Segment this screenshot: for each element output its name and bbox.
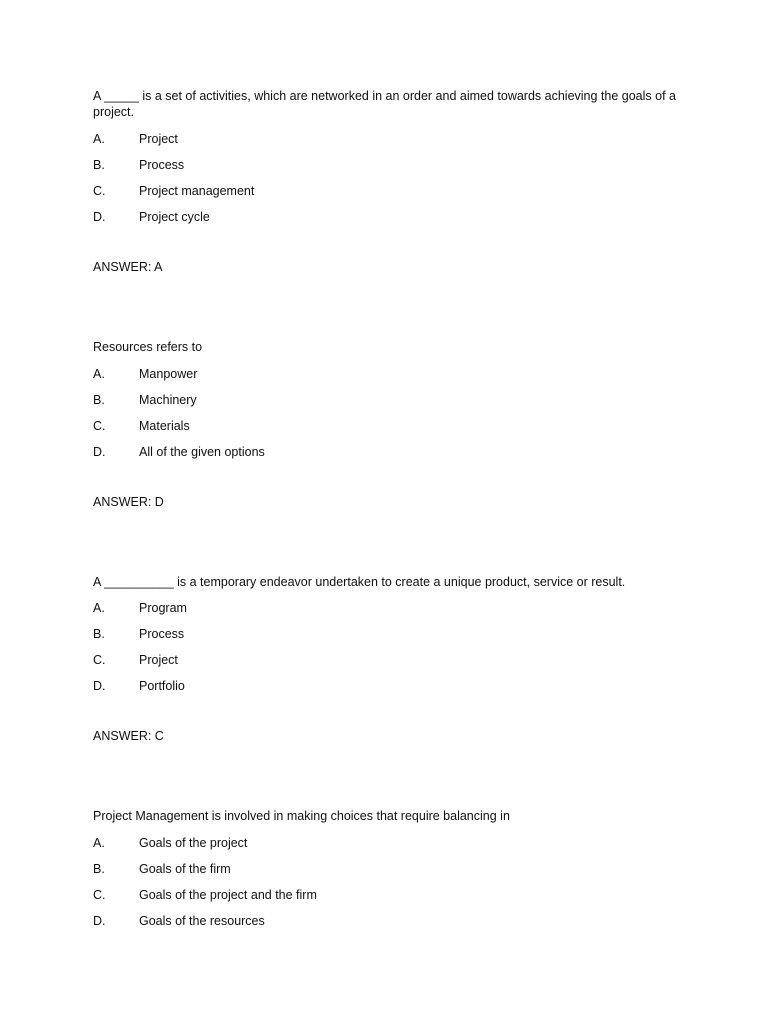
option-letter: C.	[93, 184, 106, 198]
question-text: Project Management is involved in making choices that require balancing in	[93, 809, 510, 823]
option-text: Machinery	[139, 393, 197, 407]
question-2	[93, 339, 683, 510]
option-letter: D.	[93, 210, 106, 224]
answer-line: ANSWER: C	[93, 729, 164, 743]
option-text: Goals of the firm	[139, 862, 231, 876]
option-letter: B.	[93, 862, 105, 876]
option-b	[93, 157, 683, 183]
option-d	[93, 444, 683, 470]
option-letter: A.	[93, 367, 105, 381]
option-letter: B.	[93, 393, 105, 407]
answer-line: ANSWER: D	[93, 495, 164, 509]
option-text: Materials	[139, 419, 190, 433]
option-a	[93, 600, 683, 626]
answer-line: ANSWER: A	[93, 260, 163, 274]
option-letter: D.	[93, 445, 106, 459]
option-text: Project cycle	[139, 210, 210, 224]
option-c	[93, 418, 683, 444]
option-text: Program	[139, 601, 187, 615]
question-text: A _____ is a set of activities, which are networked in an order and aimed towards achieving the goals of a project.	[93, 89, 676, 119]
option-letter: B.	[93, 158, 105, 172]
option-text: Goals of the project and the firm	[139, 888, 317, 902]
option-text: Process	[139, 627, 185, 641]
option-b	[93, 861, 683, 887]
option-text: Goals of the resources	[139, 914, 265, 928]
question-3	[93, 574, 683, 744]
option-text: Manpower	[139, 367, 198, 381]
option-text: Process	[139, 158, 185, 172]
option-letter: D.	[93, 679, 106, 693]
option-letter: C.	[93, 888, 106, 902]
option-a	[93, 131, 683, 157]
option-letter: A.	[93, 132, 105, 146]
question-text: A __________ is a temporary endeavor undertaken to create a unique product, service or result.	[93, 575, 626, 589]
option-d	[93, 913, 683, 939]
option-text: Portfolio	[139, 679, 185, 693]
option-b	[93, 392, 683, 418]
option-text: Project	[139, 132, 178, 146]
option-letter: A.	[93, 836, 105, 850]
option-b	[93, 626, 683, 652]
option-c	[93, 887, 683, 913]
option-c	[93, 183, 683, 209]
option-text: Project	[139, 653, 178, 667]
question-text: Resources refers to	[93, 340, 203, 354]
option-letter: B.	[93, 627, 105, 641]
option-d	[93, 209, 683, 235]
option-c	[93, 652, 683, 678]
question-1	[93, 88, 683, 275]
option-text: Project management	[139, 184, 255, 198]
option-a	[93, 366, 683, 392]
option-letter: C.	[93, 419, 106, 433]
question-4	[93, 808, 683, 939]
option-letter: C.	[93, 653, 106, 667]
option-text: All of the given options	[139, 445, 265, 459]
option-d	[93, 678, 683, 704]
option-text: Goals of the project	[139, 836, 248, 850]
option-letter: D.	[93, 914, 106, 928]
option-letter: A.	[93, 601, 105, 615]
option-a	[93, 835, 683, 861]
